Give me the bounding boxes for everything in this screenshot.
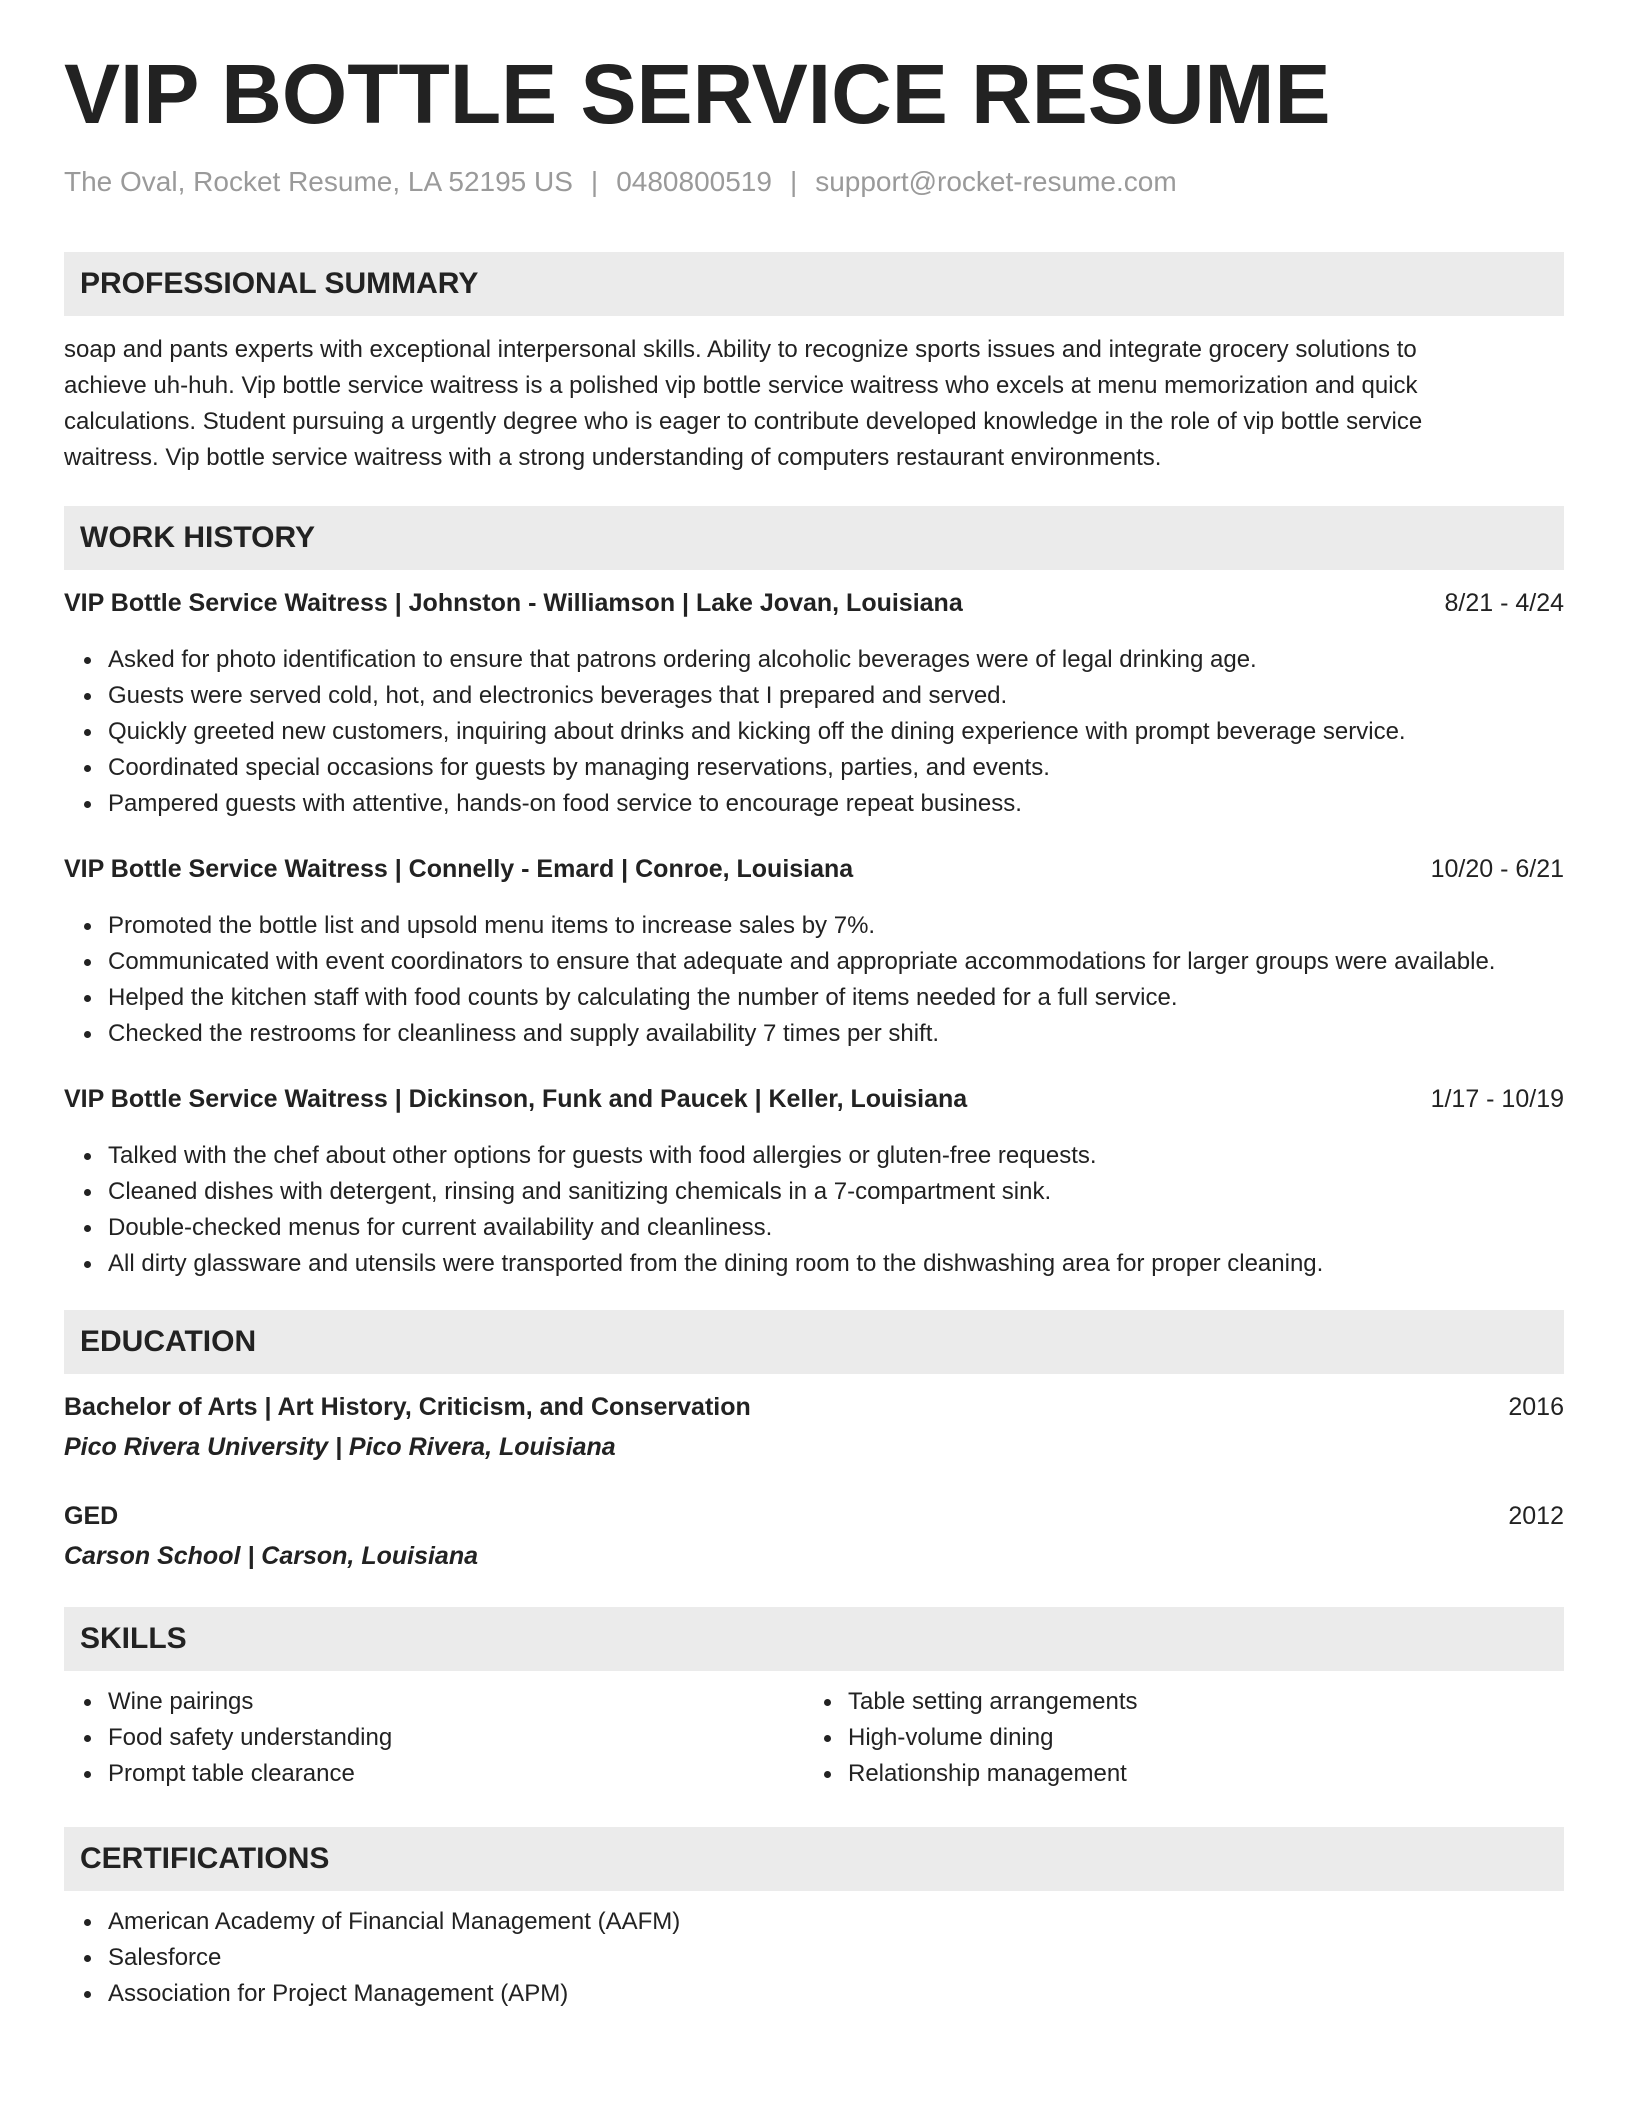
education-header: [64, 1499, 1564, 1533]
list-item: American Academy of Financial Management (AAFM): [108, 1904, 1564, 1940]
list-item: Communicated with event coordinators to ensure that adequate and appropriate accommodations for larger groups were available.: [108, 944, 1564, 980]
job-title: VIP Bottle Service Waitress | Johnston - Williamson | Lake Jovan, Louisiana: [64, 589, 963, 617]
education-header: [64, 1390, 1564, 1424]
skills-list-right: [804, 1684, 1548, 1792]
list-item: High-volume dining: [848, 1720, 1548, 1756]
job-header: [64, 1082, 1564, 1116]
list-item: Pampered guests with attentive, hands-on food service to encourage repeat business.: [108, 786, 1564, 822]
list-item: Association for Project Management (APM): [108, 1976, 1564, 2012]
list-item: Relationship management: [848, 1756, 1548, 1792]
contact-phone: 0480800519: [616, 166, 772, 197]
summary-line: achieve uh-huh. Vip bottle service waitress is a polished vip bottle service waitress who excels at menu memorization and quick: [64, 372, 1418, 399]
contact-separator: |: [789, 166, 798, 197]
degree: GED: [64, 1502, 119, 1530]
graduation-year: 2012: [1508, 1502, 1564, 1530]
list-item: Checked the restrooms for cleanliness and supply availability 7 times per shift.: [108, 1016, 1564, 1052]
job-title: VIP Bottle Service Waitress | Dickinson, Funk and Paucek | Keller, Louisiana: [64, 1085, 968, 1113]
section-heading-work-history: WORK HISTORY: [64, 506, 1564, 570]
job-header: [64, 586, 1564, 620]
graduation-year: 2016: [1508, 1393, 1564, 1421]
list-item: Promoted the bottle list and upsold menu items to increase sales by 7%.: [108, 908, 1564, 944]
job-bullets: [64, 908, 1564, 1052]
contact-line: [64, 166, 1177, 198]
list-item: Helped the kitchen staff with food counts by calculating the number of items needed for a full service.: [108, 980, 1564, 1016]
certifications-list: [64, 1904, 1564, 2012]
list-item: Prompt table clearance: [108, 1756, 808, 1792]
contact-email: support@rocket-resume.com: [815, 166, 1177, 197]
job-header: [64, 852, 1564, 886]
job-bullets: [64, 642, 1564, 822]
job-dates: 10/20 - 6/21: [1430, 855, 1564, 883]
summary-line: calculations. Student pursuing a urgently degree who is eager to contribute developed knowledge in the role of vip bottle service: [64, 408, 1423, 435]
list-item: Salesforce: [108, 1940, 1564, 1976]
skills-list-left: [64, 1684, 808, 1792]
school-name: Pico Rivera University | Pico Rivera, Louisiana: [64, 1433, 616, 1461]
list-item: Coordinated special occasions for guests by managing reservations, parties, and events.: [108, 750, 1564, 786]
list-item: Wine pairings: [108, 1684, 808, 1720]
summary-line: soap and pants experts with exceptional interpersonal skills. Ability to recognize sports issues and integrate grocery solutions to: [64, 336, 1417, 363]
list-item: Food safety understanding: [108, 1720, 808, 1756]
list-item: All dirty glassware and utensils were transported from the dining room to the dishwashing area for proper cleaning.: [108, 1246, 1564, 1282]
section-heading-summary: PROFESSIONAL SUMMARY: [64, 252, 1564, 316]
job-dates: 1/17 - 10/19: [1430, 1085, 1564, 1113]
list-item: Cleaned dishes with detergent, rinsing and sanitizing chemicals in a 7-compartment sink.: [108, 1174, 1564, 1210]
job-title: VIP Bottle Service Waitress | Connelly - Emard | Conroe, Louisiana: [64, 855, 854, 883]
list-item: Asked for photo identification to ensure that patrons ordering alcoholic beverages were of legal drinking age.: [108, 642, 1564, 678]
list-item: Talked with the chef about other options for guests with food allergies or gluten-free requests.: [108, 1138, 1564, 1174]
section-heading-skills: SKILLS: [64, 1607, 1564, 1671]
list-item: Table setting arrangements: [848, 1684, 1548, 1720]
job-bullets: [64, 1138, 1564, 1282]
contact-address: The Oval, Rocket Resume, LA 52195 US: [64, 166, 573, 197]
section-heading-certifications: CERTIFICATIONS: [64, 1827, 1564, 1891]
section-heading-education: EDUCATION: [64, 1310, 1564, 1374]
resume-title: VIP BOTTLE SERVICE RESUME: [64, 47, 1331, 141]
job-dates: 8/21 - 4/24: [1444, 589, 1564, 617]
list-item: Quickly greeted new customers, inquiring about drinks and kicking off the dining experience with prompt beverage service.: [108, 714, 1564, 750]
list-item: Double-checked menus for current availability and cleanliness.: [108, 1210, 1564, 1246]
school-name: Carson School | Carson, Louisiana: [64, 1542, 479, 1570]
contact-separator: |: [590, 166, 599, 197]
summary-paragraph: [64, 332, 1564, 476]
list-item: Guests were served cold, hot, and electronics beverages that I prepared and served.: [108, 678, 1564, 714]
degree: Bachelor of Arts | Art History, Criticism, and Conservation: [64, 1393, 751, 1421]
summary-line: waitress. Vip bottle service waitress with a strong understanding of computers restaurant environments.: [64, 444, 1162, 471]
